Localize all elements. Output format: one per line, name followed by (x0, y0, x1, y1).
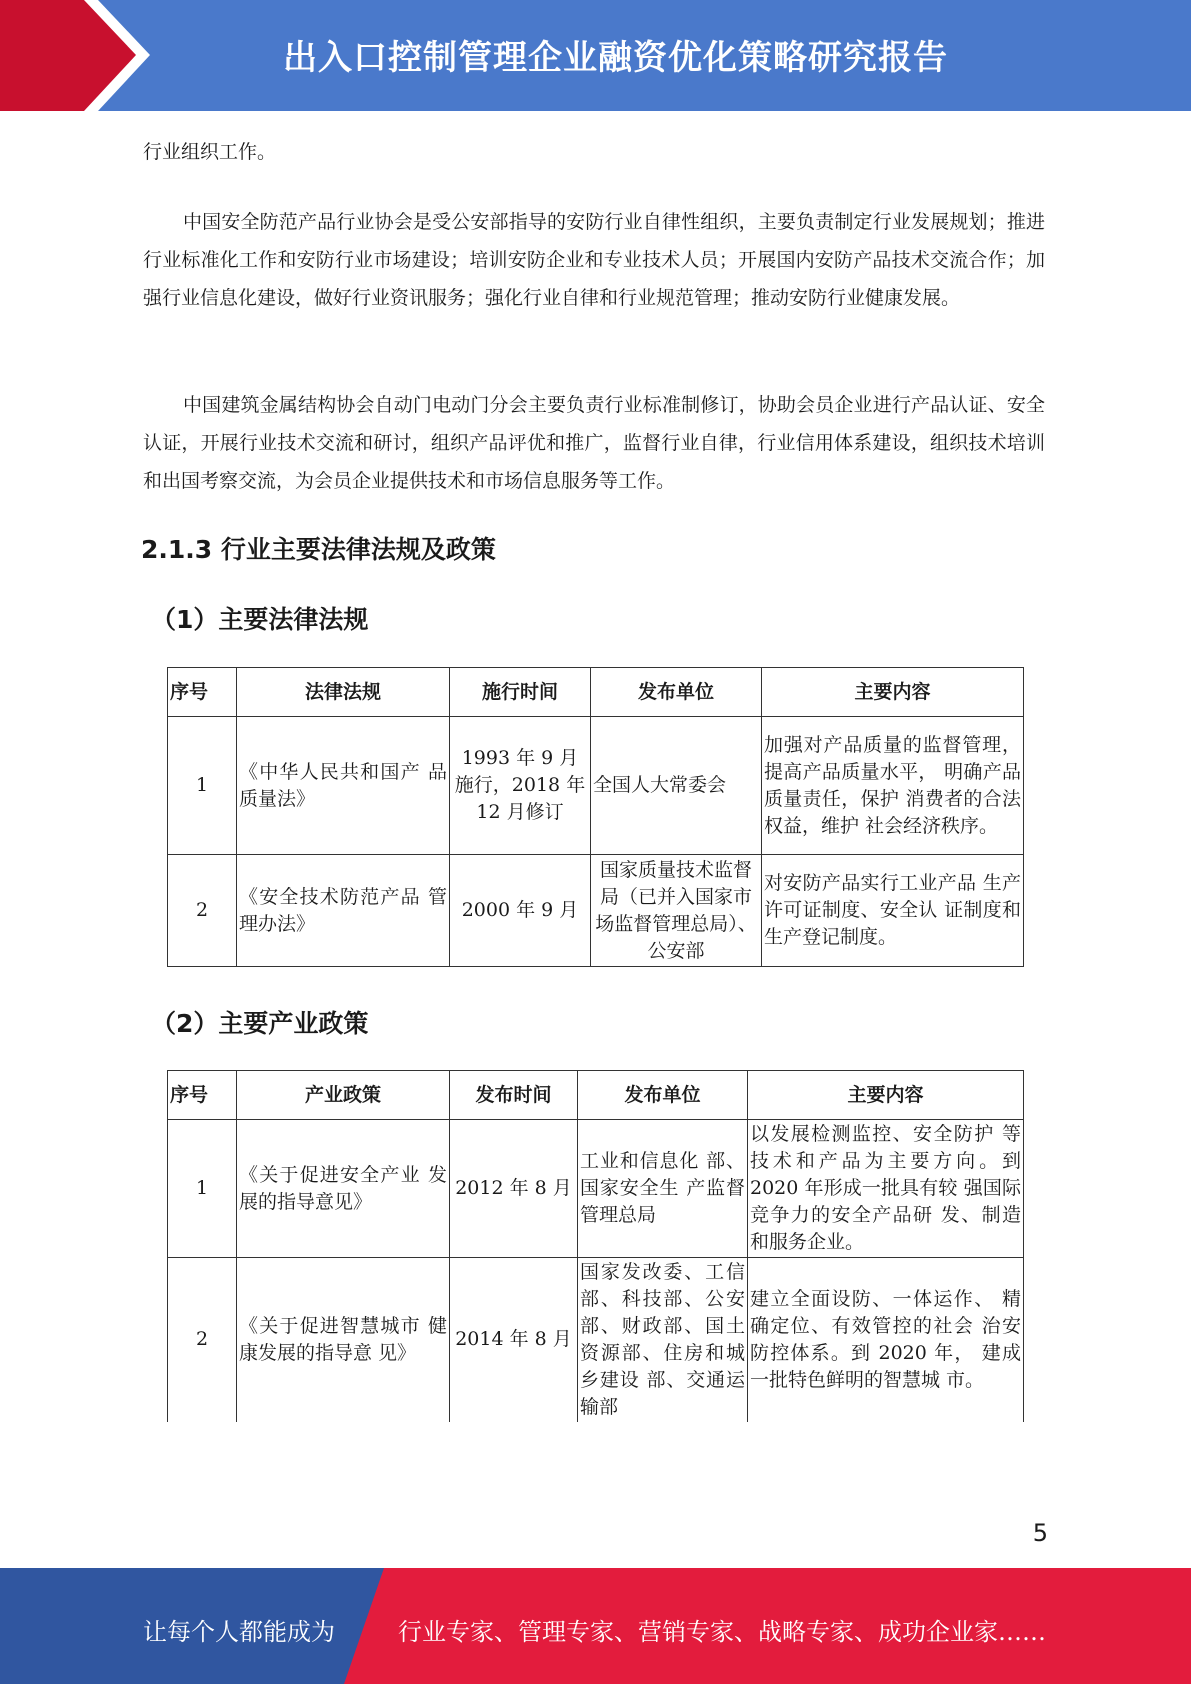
col-header: 主要内容 (748, 1071, 1024, 1120)
col-header: 发布单位 (591, 668, 762, 717)
cell-date: 2012 年 8 月 (450, 1120, 578, 1258)
table-header-row (168, 668, 1024, 717)
col-header: 施行时间 (450, 668, 591, 717)
cell-content: 加强对产品质量的监督管理，提高产品质量水平， 明确产品质量责任，保护 消费者的合法权益，维护 社会经济秩序。 (762, 717, 1024, 855)
subheading-policies: （2）主要产业政策 (151, 1009, 369, 1038)
paragraph-1: 行业组织工作。 (143, 141, 277, 163)
table-row (168, 717, 1024, 855)
cell-date: 1993 年 9 月 施行，2018 年 12 月修订 (450, 717, 591, 855)
cell-index: 2 (168, 1258, 237, 1422)
page-header (0, 0, 1191, 111)
cell-name: 《安全技术防范产品 管理办法》 (237, 855, 450, 967)
subheading-laws: （1）主要法律法规 (151, 605, 369, 634)
col-header: 发布时间 (450, 1071, 578, 1120)
table-row (168, 1258, 1024, 1422)
paragraph-3: 中国建筑金属结构协会自动门电动门分会主要负责行业标准制修订，协助会员企业进行产品认证、安全认证，开展行业技术交流和研讨，组织产品评优和推广，监督行业自律，行业信用体系建设，组织技术培训和出国考察交流，为会员企业提供技术和市场信息服务等工作。 (143, 394, 1045, 492)
cell-index: 1 (168, 1120, 237, 1258)
page-number: 5 (1032, 1519, 1048, 1547)
cell-issuer: 国家发改委、工信部、科技部、公安部、财政部、国土资源部、住房和城乡建设 部、交通运输部 (578, 1258, 748, 1422)
policy-table (167, 1070, 1024, 1422)
table-row (168, 855, 1024, 967)
section-heading: 2.1.3 行业主要法律法规及政策 (141, 535, 496, 564)
col-header: 发布单位 (578, 1071, 748, 1120)
cell-name: 《关于促进安全产业 发展的指导意见》 (237, 1120, 450, 1258)
cell-name: 《关于促进智慧城市 健康发展的指导意 见》 (237, 1258, 450, 1422)
footer-slogan-left: 让每个人都能成为 (143, 1618, 335, 1646)
cell-issuer: 国家质量技术监督局（已并入国家市场监督管理总局）、公安部 (591, 855, 762, 967)
table-header-row (168, 1071, 1024, 1120)
table-row (168, 1120, 1024, 1258)
report-title: 出入口控制管理企业融资优化策略研究报告 (283, 38, 948, 78)
cell-index: 2 (168, 855, 237, 967)
cell-date: 2000 年 9 月 (450, 855, 591, 967)
cell-content: 以发展检测监控、安全防护 等技术和产品为主要方向。到 2020 年形成一批具有较 强国际竞争力的安全产品研 发、制造和服务企业。 (748, 1120, 1024, 1258)
cell-name: 《中华人民共和国产 品质量法》 (237, 717, 450, 855)
cell-date: 2014 年 8 月 (450, 1258, 578, 1422)
laws-table (167, 667, 1024, 967)
cell-issuer: 工业和信息化 部、国家安全生 产监督管理总局 (578, 1120, 748, 1258)
cell-issuer: 全国人大常委会 (591, 717, 762, 855)
col-header: 主要内容 (762, 668, 1024, 717)
cell-index: 1 (168, 717, 237, 855)
cell-content: 对安防产品实行工业产品 生产许可证制度、安全认 证制度和生产登记制度。 (762, 855, 1024, 967)
col-header: 产业政策 (237, 1071, 450, 1120)
page-footer (0, 1568, 1191, 1684)
header-red-chevron (0, 0, 160, 111)
col-header: 序号 (168, 668, 237, 717)
footer-slogan-right: 行业专家、管理专家、营销专家、战略专家、成功企业家…… (398, 1618, 1046, 1646)
paragraph-2: 中国安全防范产品行业协会是受公安部指导的安防行业自律性组织，主要负责制定行业发展规划；推进行业标准化工作和安防行业市场建设；培训安防企业和专业技术人员；开展国内安防产品技术交流合作；加强行业信息化建设，做好行业资讯服务；强化行业自律和行业规范管理；推动安防行业健康发展。 (143, 211, 1045, 309)
col-header: 序号 (168, 1071, 237, 1120)
col-header: 法律法规 (237, 668, 450, 717)
cell-content: 建立全面设防、一体运作、 精确定位、有效管控的社会 治安防控体系。到 2020 年， 建成一批特色鲜明的智慧城 市。 (748, 1258, 1024, 1422)
